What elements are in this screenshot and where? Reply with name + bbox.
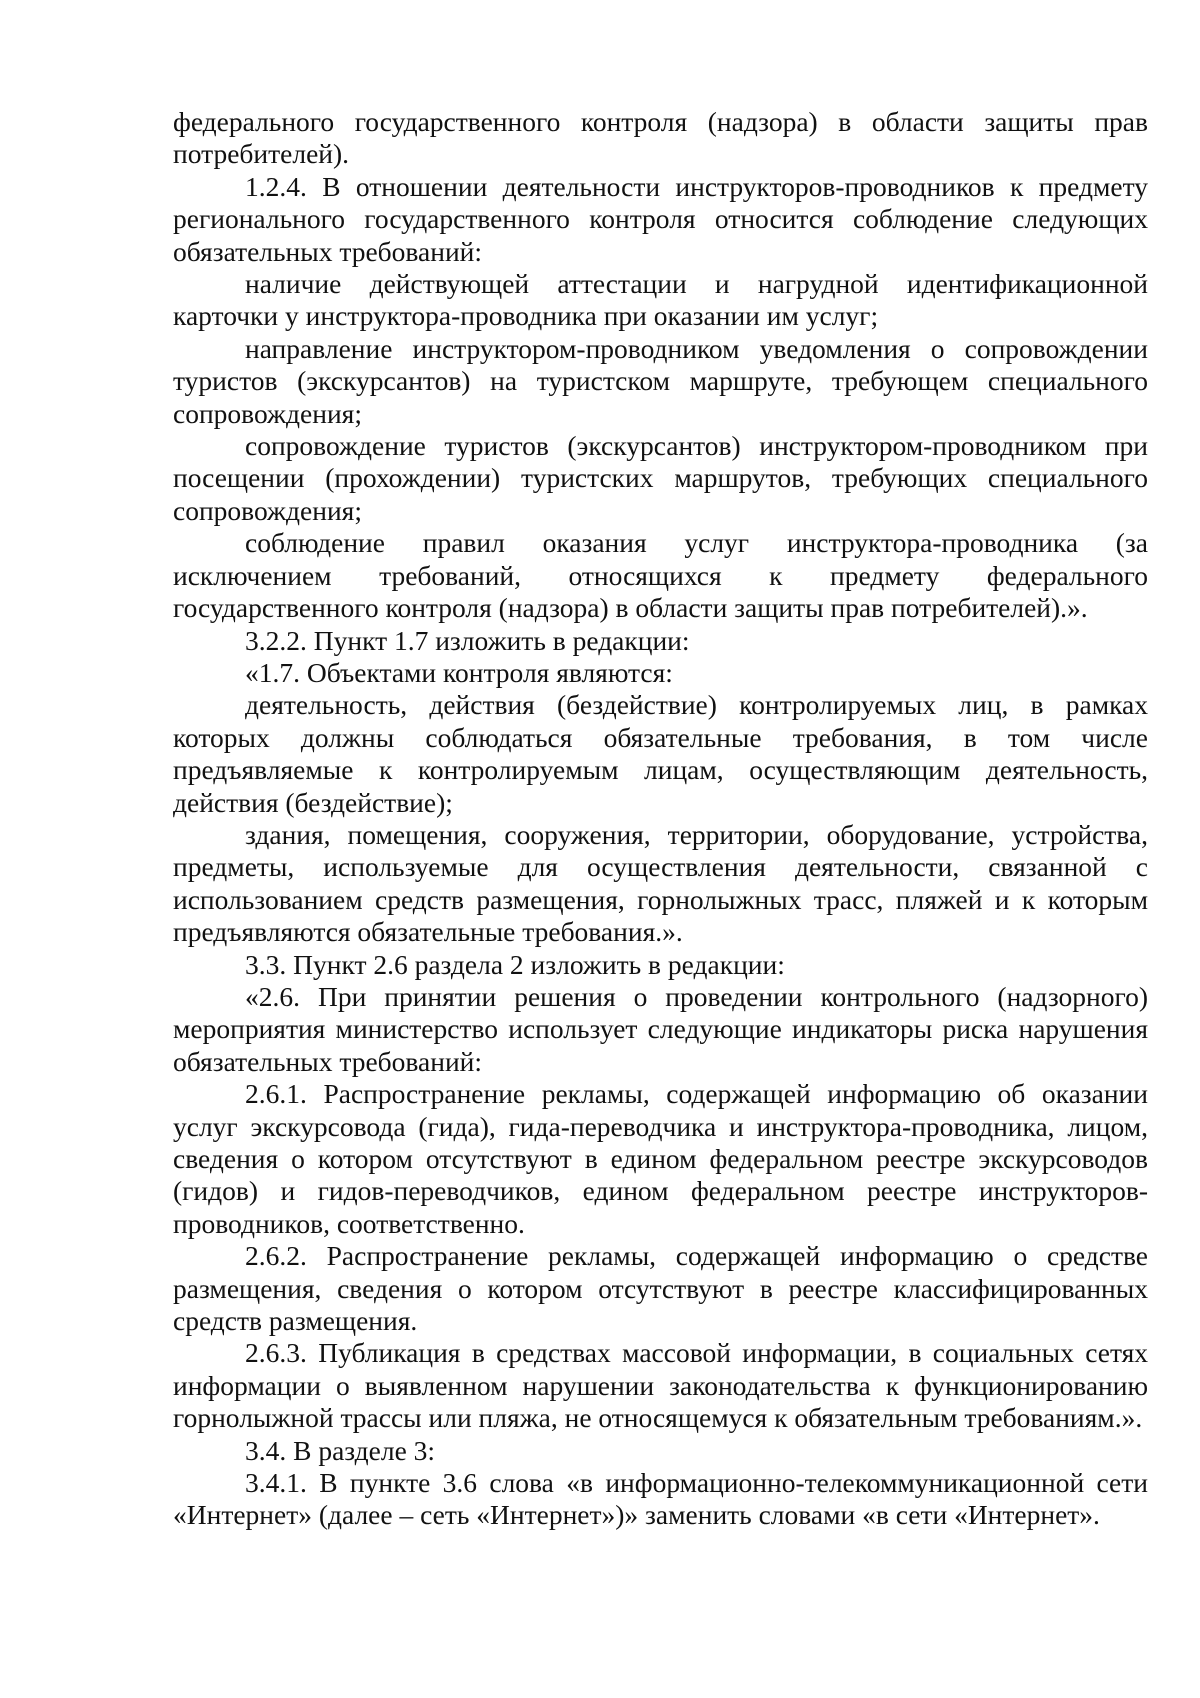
paragraph-attestation: наличие действующей аттестации и нагрудной идентификационной карточки у инструктора-проводника при оказании им услуг;	[173, 268, 1148, 332]
paragraph-rules: соблюдение правил оказания услуг инструктора-проводника (за исключением требований, относящихся к предмету федерального государственного контроля (надзора) в области защиты прав потребителей).».	[173, 527, 1148, 624]
paragraph-activity: деятельность, действия (бездействие) контролируемых лиц, в рамках которых должны соблюдаться обязательные требования, в том числе предъявляемые к контролируемым лицам, осуществляющим деятельность, действия (бездействие);	[173, 689, 1148, 818]
paragraph-3-4: 3.4. В разделе 3:	[245, 1434, 436, 1466]
paragraph-3-2-2: 3.2.2. Пункт 1.7 изложить в редакции:	[245, 624, 690, 656]
paragraph-2-6-1: 2.6.1. Распространение рекламы, содержащей информацию об оказании услуг экскурсовода (гида), гида-переводчика и инструктора-проводника, лицом, сведения о котором отсутствуют в едином федеральном реестре экскурсоводов (гидов) и гидов-переводчиков, едином федеральном реестре инструкторов-проводников, соответственно.	[173, 1078, 1148, 1239]
paragraph-3-3: 3.3. Пункт 2.6 раздела 2 изложить в редакции:	[245, 948, 785, 980]
paragraph-1-2-4: 1.2.4. В отношении деятельности инструкторов-проводников к предмету регионального государственного контроля относится соблюдение следующих обязательных требований:	[173, 170, 1148, 267]
document-page	[173, 106, 1148, 1532]
paragraph-continuation: федерального государственного контроля (надзора) в области защиты прав потребителей).	[173, 106, 1148, 170]
paragraph-2-6-3: 2.6.3. Публикация в средствах массовой информации, в социальных сетях информации о выявленном нарушении законодательства к функционированию горнолыжной трассы или пляжа, не относящемуся к обязательным требованиям.».	[173, 1337, 1148, 1434]
paragraph-1-7: «1.7. Объектами контроля являются:	[245, 656, 673, 688]
paragraph-notification: направление инструктором-проводником уведомления о сопровождении туристов (экскурсантов) на туристском маршруте, требующем специального сопровождения;	[173, 332, 1148, 429]
paragraph-3-4-1: 3.4.1. В пункте 3.6 слова «в информационно-телекоммуникационной сети «Интернет» (далее – сеть «Интернет»)» заменить словами «в сети «Интернет».	[173, 1467, 1148, 1531]
paragraph-escort: сопровождение туристов (экскурсантов) инструктором-проводником при посещении (прохождении) туристских маршрутов, требующих специального сопровождения;	[173, 430, 1148, 526]
paragraph-2-6: «2.6. При принятии решения о проведении контрольного (надзорного) мероприятия министерство использует следующие индикаторы риска нарушения обязательных требований:	[173, 980, 1148, 1077]
paragraph-buildings: здания, помещения, сооружения, территории, оборудование, устройства, предметы, используемые для осуществления деятельности, связанной с использованием средств размещения, горнолыжных трасс, пляжей и к которым предъявляются обязательные требования.».	[173, 818, 1148, 948]
paragraph-2-6-2: 2.6.2. Распространение рекламы, содержащей информацию о средстве размещения, сведения о котором отсутствуют в реестре классифицированных средств размещения.	[173, 1240, 1148, 1337]
